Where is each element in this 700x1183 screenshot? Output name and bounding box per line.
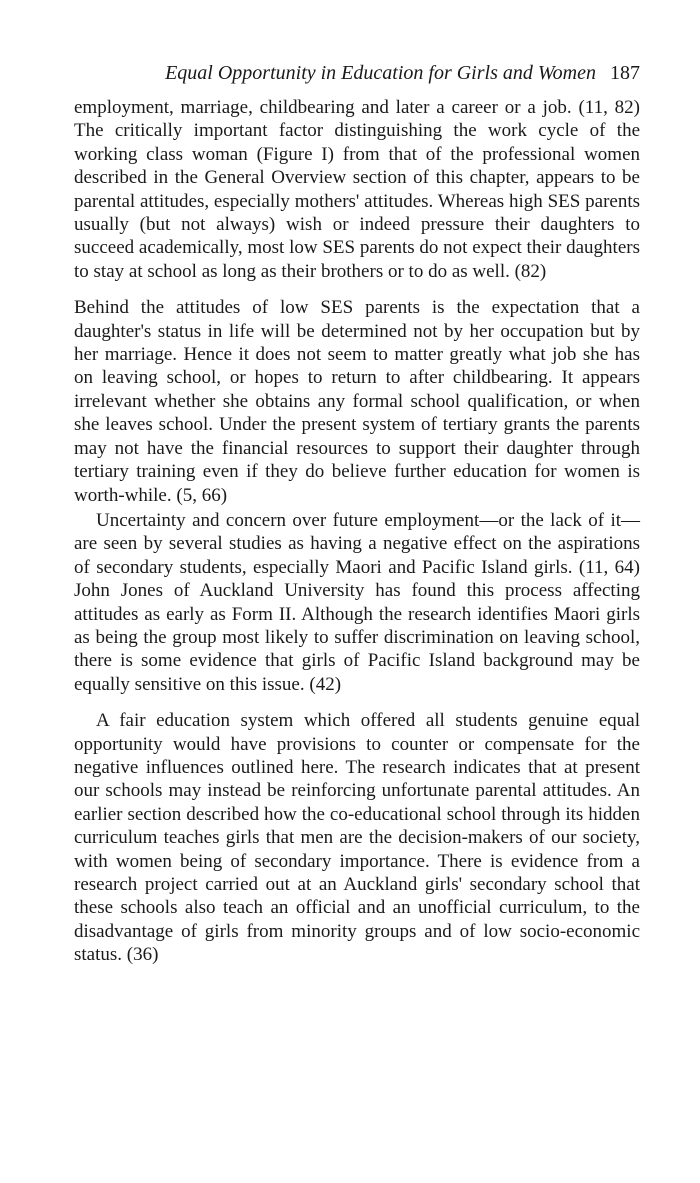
page-number: 187 <box>610 62 640 84</box>
paragraph-fair-education: A fair education system which offered all students genuine equal opportunity would have provisions to counter or compensate for the negative influences outlined here. The research indicates that at present our schools may instead be reinforcing unfortunate parental attitudes. An earlier section described how the co-educational school through its hidden curriculum teaches girls that men are the decision-makers of our society, with women being of secondary importance. There is evidence from a research project carried out at an Auckland girls' secondary school that these schools also teach an official and an unofficial curriculum, to the disadvantage of girls from minority groups and of low socio-economic status. (36) <box>74 710 640 966</box>
running-title: Equal Opportunity in Education for Girls and Women <box>165 62 596 84</box>
running-header <box>74 58 640 88</box>
book-page <box>74 58 640 967</box>
paragraph-low-ses-attitudes: Behind the attitudes of low SES parents is the expectation that a daughter's status in life will be determined not by her occupation but by her marriage. Hence it does not seem to matter greatly what job she has on leaving school, or hopes to return to after childbearing. It appears irrelevant whether she obtains any formal school qualification, or when she leaves school. Under the present system of tertiary grants the parents may not have the financial resources to support their daughter through tertiary training even if they do believe further education for women is worth-while. (5, 66) <box>74 297 640 506</box>
paragraph-continued: employment, marriage, childbearing and later a career or a job. (11, 82) The critically important factor distinguishing the work cycle of the working class woman (Figure I) from that of the professional women described in the General Overview section of this chapter, appears to be parental attitudes, especially mothers' attitudes. Whereas high SES parents usually (but not always) wish or indeed pressure their daughters to succeed academically, most low SES parents do not expect their daughters to stay at school as long as their brothers or to do as well. (82) <box>74 97 640 282</box>
paragraph-employment-uncertainty: Uncertainty and concern over future employment—or the lack of it—are seen by several studies as having a negative effect on the aspirations of secondary students, especially Maori and Pacific Island girls. (11, 64) John Jones of Auckland University has found this process affecting attitudes as early as Form II. Although the research identifies Maori girls as being the group most likely to suffer discrimination on leaving school, there is some evidence that girls of Pacific Island background may be equally sensitive on this issue. (42) <box>74 509 640 695</box>
